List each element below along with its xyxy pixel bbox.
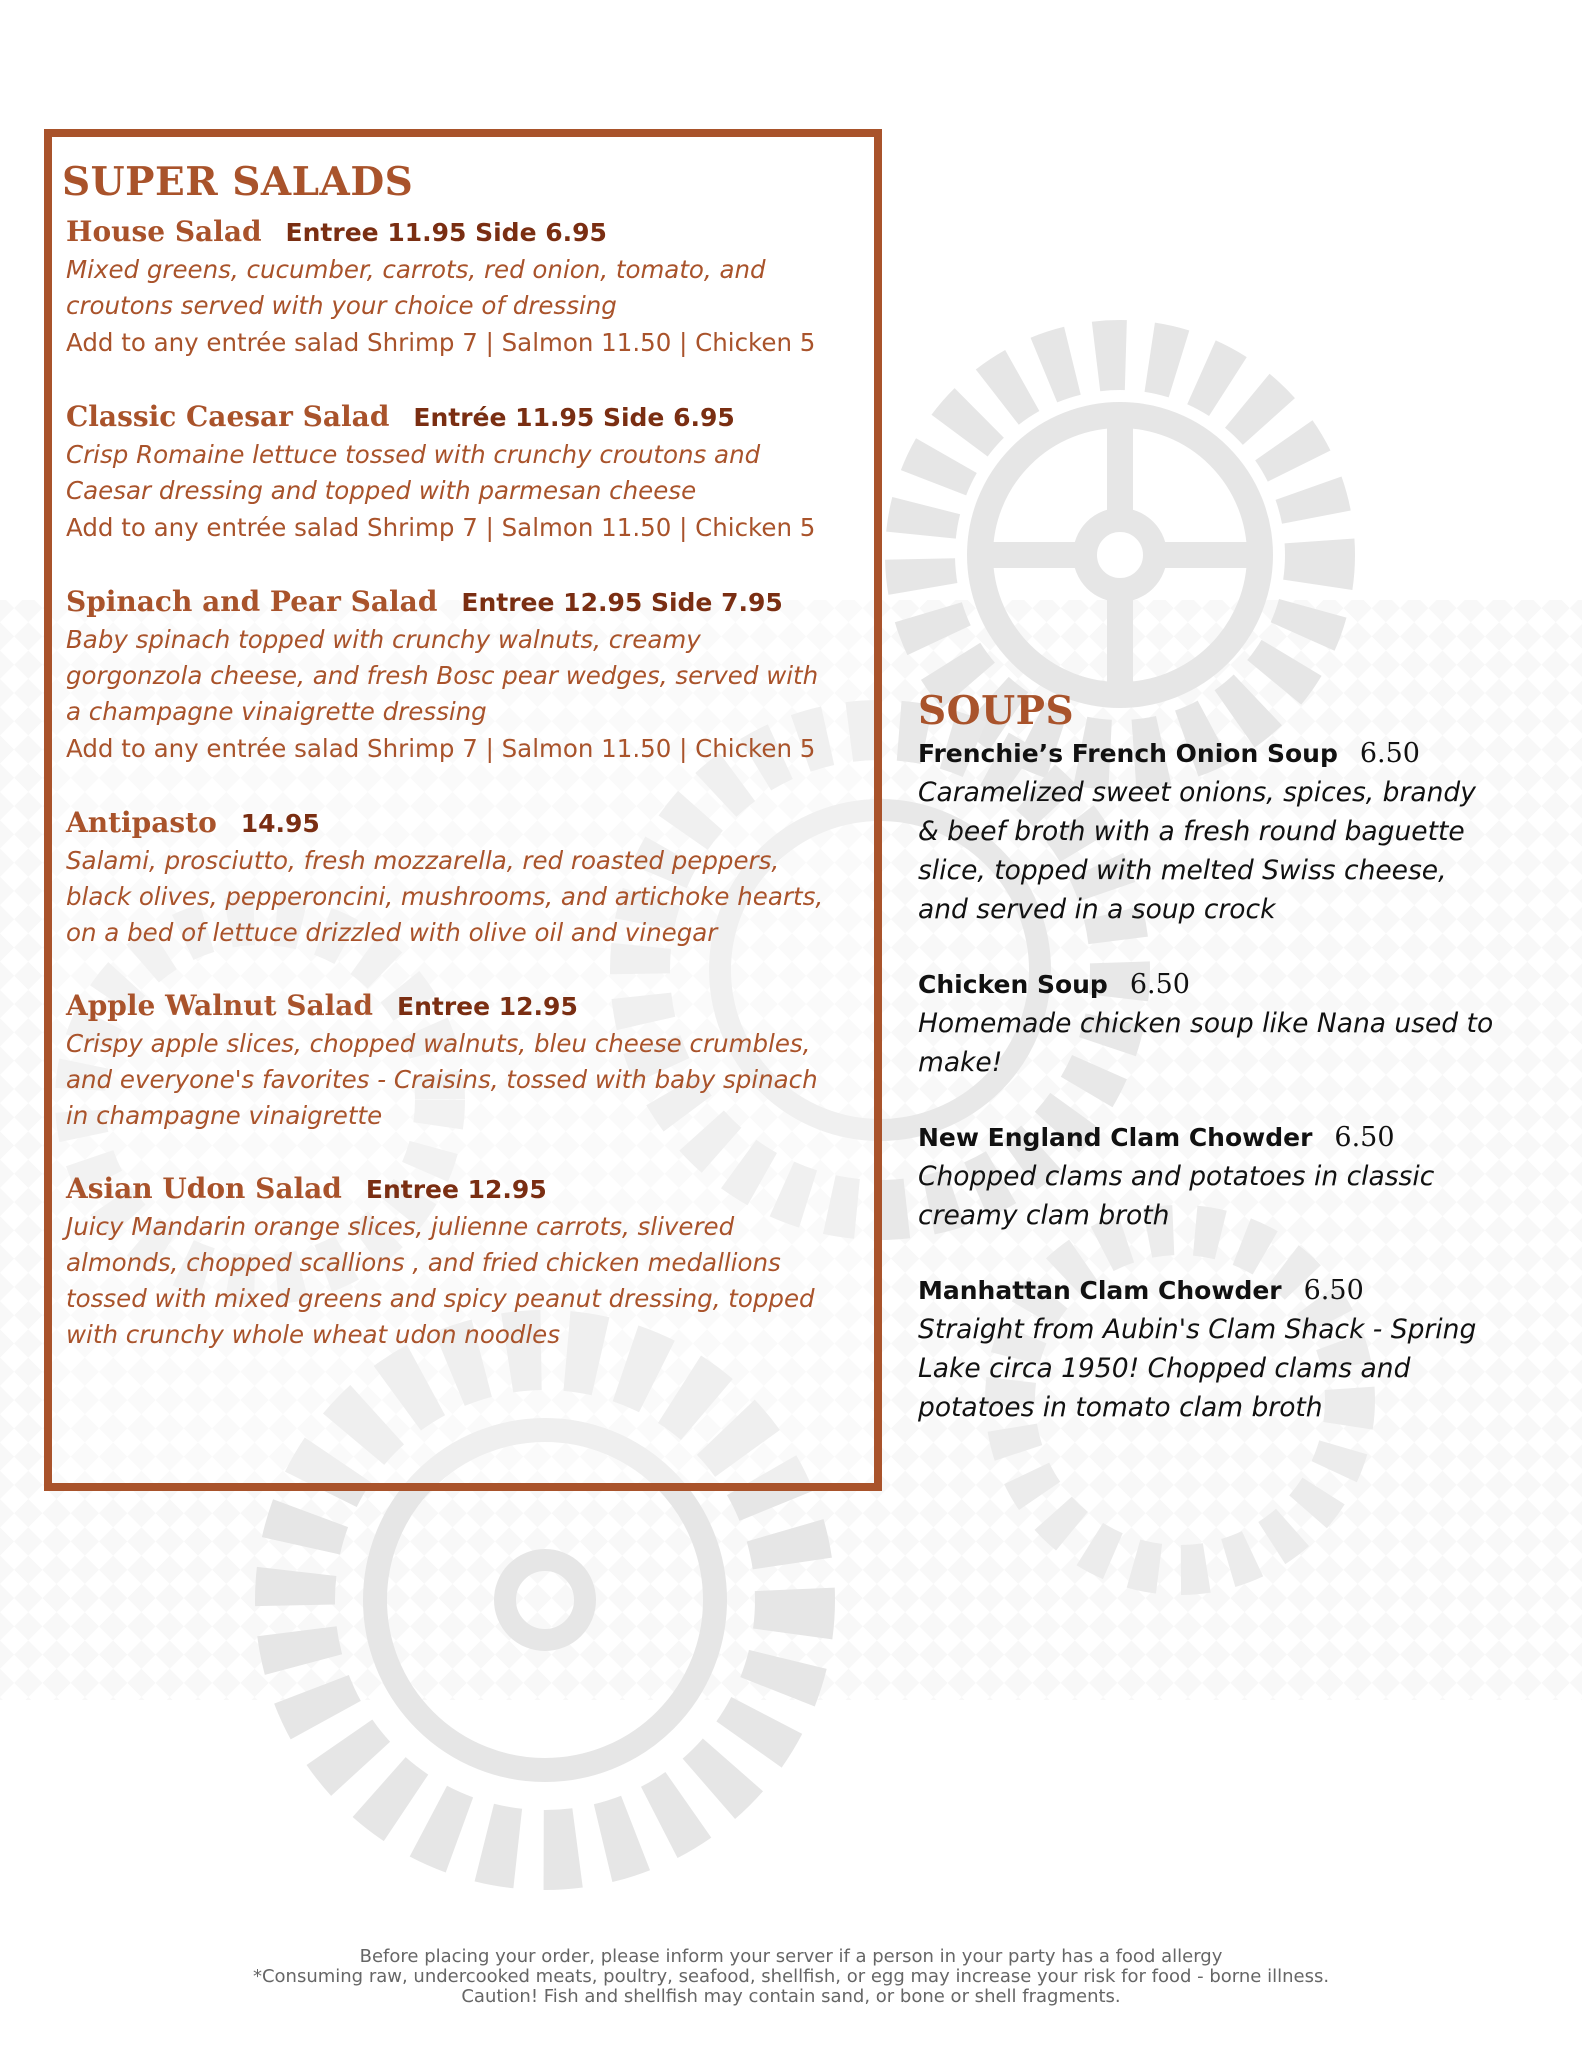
- item-description-line: Salami, prosciutto, fresh mozzarella, red roasted peppers,: [66, 846, 780, 875]
- item-description-line: & beef broth with a fresh round baguette: [918, 816, 1465, 847]
- item-description-line: and everyone's favorites - Craisins, tossed with baby spinach: [66, 1065, 818, 1094]
- menu-item: [918, 969, 1548, 1082]
- disclaimer-line: Before placing your order, please inform your server if a person in your party has a food allergy: [359, 1946, 1223, 1967]
- add-protein-note: Add to any entrée salad Shrimp 7 | Salmon 11.50 | Chicken 5: [66, 328, 816, 357]
- item-price: 14.95: [240, 809, 320, 838]
- add-protein-note: Add to any entrée salad Shrimp 7 | Salmon 11.50 | Chicken 5: [66, 734, 816, 763]
- item-description-line: potatoes in tomato clam broth: [918, 1392, 1323, 1423]
- item-description-line: Straight from Aubin's Clam Shack - Spring: [918, 1314, 1477, 1345]
- item-description-line: Baby spinach topped with crunchy walnuts, creamy: [66, 625, 701, 654]
- menu-item: [62, 1172, 860, 1353]
- add-protein-note: Add to any entrée salad Shrimp 7 | Salmon 11.50 | Chicken 5: [66, 513, 816, 542]
- item-name: Classic Caesar Salad: [66, 400, 390, 433]
- item-description-line: Mixed greens, cucumber, carrots, red onion, tomato, and: [66, 255, 766, 284]
- item-description-line: Crisp Romaine lettuce tossed with crunchy croutons and: [66, 440, 761, 469]
- item-description-line: on a bed of lettuce drizzled with olive oil and vinegar: [66, 918, 718, 947]
- item-description-line: black olives, pepperoncini, mushrooms, and artichoke hearts,: [66, 882, 824, 911]
- item-description-line: almonds, chopped scallions , and fried chicken medallions: [66, 1248, 781, 1277]
- item-price: 6.50: [1334, 1122, 1395, 1153]
- item-description-line: in champagne vinaigrette: [66, 1101, 383, 1130]
- item-name: Apple Walnut Salad: [66, 989, 373, 1022]
- item-price: Entree 11.95 Side 6.95: [285, 218, 607, 247]
- item-description-line: tossed with mixed greens and spicy peanut dressing, topped: [66, 1284, 815, 1313]
- menu-item: [62, 585, 860, 768]
- item-name: Chicken Soup: [918, 970, 1108, 999]
- item-price: 6.50: [1303, 1275, 1364, 1306]
- item-name: Asian Udon Salad: [66, 1172, 342, 1205]
- menu-item: [918, 738, 1548, 929]
- item-description-line: croutons served with your choice of dressing: [66, 291, 617, 320]
- item-price: Entrée 11.95 Side 6.95: [413, 403, 735, 432]
- item-description-line: Juicy Mandarin orange slices, julienne carrots, slivered: [66, 1212, 735, 1241]
- item-description-line: and served in a soup crock: [918, 894, 1276, 925]
- menu-item: [62, 806, 860, 951]
- section-title: SOUPS: [918, 688, 1075, 734]
- item-description-line: gorgonzola cheese, and fresh Bosc pear wedges, served with: [66, 661, 819, 690]
- menu-item: [918, 1122, 1548, 1235]
- item-name: Antipasto: [66, 806, 217, 839]
- item-name: Manhattan Clam Chowder: [918, 1276, 1282, 1305]
- item-price: 6.50: [1129, 969, 1190, 1000]
- item-price: 6.50: [1359, 738, 1420, 769]
- section-title: SUPER SALADS: [62, 159, 414, 205]
- item-description-line: Lake circa 1950! Chopped clams and: [918, 1353, 1411, 1384]
- menu-item: [62, 215, 860, 362]
- item-name: Frenchie’s French Onion Soup: [918, 739, 1338, 768]
- item-description-line: Homemade chicken soup like Nana used to: [918, 1008, 1494, 1039]
- disclaimer-line: *Consuming raw, undercooked meats, poultry, seafood, shellfish, or egg may increase your risk for food - borne illness.: [252, 1966, 1330, 1987]
- item-description-line: Chopped clams and potatoes in classic: [918, 1161, 1435, 1192]
- menu-item: [62, 989, 860, 1134]
- item-description-line: Crispy apple slices, chopped walnuts, bleu cheese crumbles,: [66, 1029, 811, 1058]
- item-name: House Salad: [66, 215, 262, 248]
- item-description-line: Caesar dressing and topped with parmesan cheese: [66, 476, 697, 505]
- item-name: New England Clam Chowder: [918, 1123, 1313, 1152]
- item-description-line: creamy clam broth: [918, 1200, 1170, 1231]
- item-description-line: Caramelized sweet onions, spices, brandy: [918, 777, 1476, 808]
- item-price: Entree 12.95: [365, 1175, 547, 1204]
- menu-item: [918, 1275, 1548, 1427]
- item-description-line: slice, topped with melted Swiss cheese,: [918, 855, 1447, 886]
- item-description-line: with crunchy whole wheat udon noodles: [66, 1320, 561, 1349]
- item-name: Spinach and Pear Salad: [66, 585, 438, 618]
- allergy-disclaimer: [0, 1947, 1582, 2007]
- super-salads-section: [44, 129, 882, 1491]
- item-description-line: a champagne vinaigrette dressing: [66, 697, 487, 726]
- item-description-line: make!: [918, 1047, 1003, 1078]
- menu-item: [62, 400, 860, 547]
- disclaimer-line: Caution! Fish and shellfish may contain sand, or bone or shell fragments.: [461, 1986, 1121, 2007]
- item-price: Entree 12.95 Side 7.95: [461, 588, 783, 617]
- item-price: Entree 12.95: [397, 992, 578, 1021]
- soups-section: [918, 688, 1548, 1467]
